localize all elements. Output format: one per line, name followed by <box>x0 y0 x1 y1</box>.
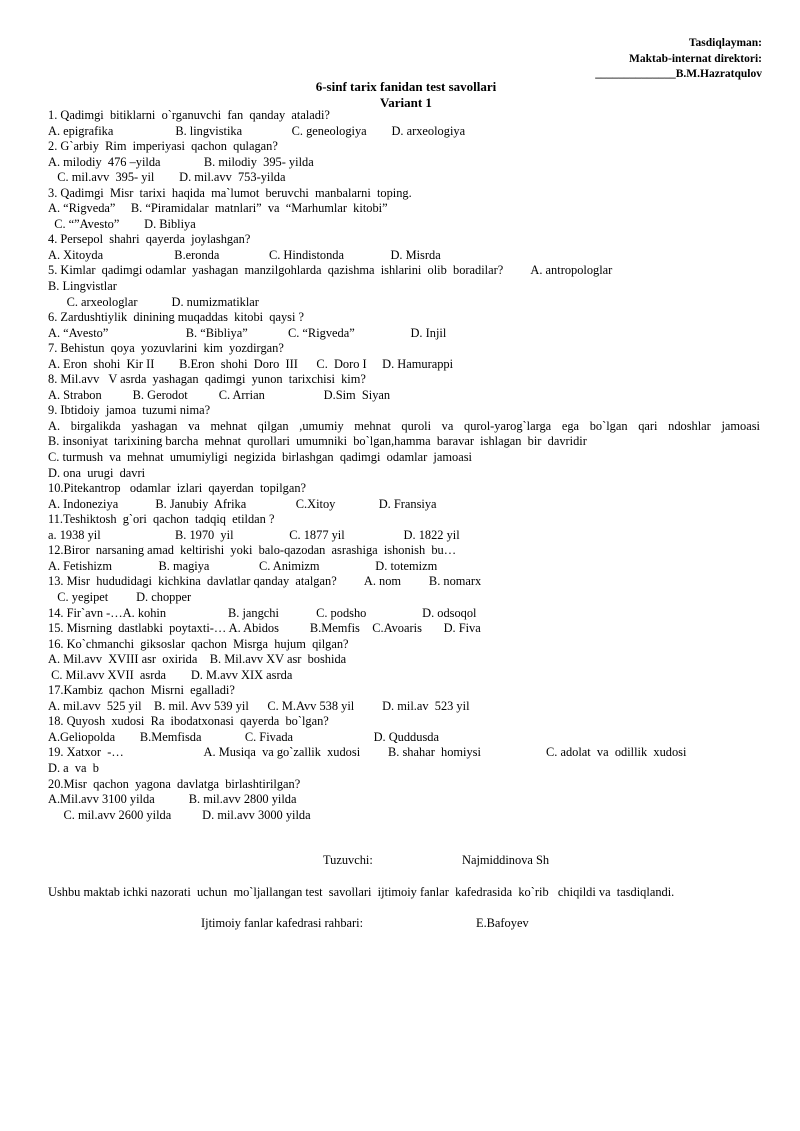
answer-line: A. milodiy 476 –yilda B. milodiy 395- yilda <box>48 154 314 169</box>
document-title: 6-sinf tarix fanidan test savollari <box>315 79 497 94</box>
question-line: 12.Biror narsaning amad keltirishi yoki balo-qazodan asrashiga ishonish bu… <box>48 543 457 558</box>
question-line: 4. Persepol shahri qayerda joylashgan? <box>48 232 251 247</box>
answer-line: A. epigrafika B. lingvistika C. geneologiya D. arxeologiya <box>48 123 466 138</box>
answer-line: a. 1938 yil B. 1970 yil C. 1877 yil D. 1822 yil <box>48 527 460 542</box>
question-line: 18. Quyosh xudosi Ra ibodatxonasi qayerda bo`lgan? <box>48 714 329 729</box>
answer-line: A. Indoneziya B. Janubiy Afrika C.Xitoy D. Fransiya <box>48 496 437 511</box>
answer-line: A. birgalikda yashagan va mehnat qilgan ,umumiy mehnat quroli va qurol-yarog`larga ega bo`lgan qari ndoshlar jamoasi <box>48 418 760 433</box>
answer-line: A. Eron shohi Kir II B.Eron shohi Doro III C. Doro I D. Hamurappi <box>48 356 454 371</box>
document-title-block <box>0 79 800 110</box>
question-line: 14. Fir`avn -…A. kohin B. jangchi C. podsho D. odsoqol <box>48 605 477 620</box>
answer-line: C. “”Avesto” D. Bibliya <box>48 216 196 231</box>
answer-line: C. mil.avv 395- yil D. mil.avv 753-yilda <box>48 170 286 185</box>
answer-line: C. arxeologlar D. numizmatiklar <box>48 294 259 309</box>
question-line: 8. Mil.avv V asrda yashagan qadimgi yunon tarixchisi kim? <box>48 372 366 387</box>
department-head-name: E.Bafoyev <box>476 916 529 930</box>
answer-line: D. a va b <box>48 760 99 775</box>
answer-line: A.Mil.avv 3100 yilda B. mil.avv 2800 yilda <box>48 792 297 807</box>
question-line: 6. Zardushtiylik dinining muqaddas kitobi qaysi ? <box>48 310 305 325</box>
question-line: 1. Qadimgi bitiklarni o`rganuvchi fan qanday ataladi? <box>48 108 330 122</box>
question-line: 20.Misr qachon yagona davlatga birlashtirilgan? <box>48 776 301 791</box>
variant-label: Variant 1 <box>380 94 432 110</box>
answer-line: C. Mil.avv XVII asrda D. M.avv XIX asrda <box>48 667 293 682</box>
answer-line: B. Lingvistlar <box>48 279 117 294</box>
question-line: 15. Misrning dastlabki poytaxti-… A. Abidos B.Memfis C.Avoaris D. Fiva <box>48 621 481 636</box>
director-label: Maktab-internat direktori: <box>629 52 762 65</box>
answer-line: C. turmush va mehnat umumiyligi negizida birlashgan qadimgi odamlar jamoasi <box>48 450 472 465</box>
question-line: 16. Ko`chmanchi giksoslar qachon Misrga hujum qilgan? <box>48 636 349 651</box>
answer-line: D. ona urugi davri <box>48 465 146 480</box>
question-line: 13. Misr hududidagi kichkina davlatlar qanday atalgan? A. nom B. nomarx <box>48 574 482 589</box>
question-line: 5. Kimlar qadimgi odamlar yashagan manzilgohlarda qazishma ishlarini olib boradilar? A. antropologlar <box>48 263 613 278</box>
answer-line: A. “Avesto” B. “Bibliya” C. “Rigveda” D. Injil <box>48 325 447 340</box>
question-line: 3. Qadimgi Misr tarixi haqida ma`lumot beruvchi manbalarni toping. <box>48 185 412 200</box>
answer-line: A. “Rigveda” B. “Piramidalar matnlari” va “Marhumlar kitobi” <box>48 201 388 216</box>
question-list <box>48 108 760 823</box>
director-signature: ______________B.M.Hazratqulov <box>595 68 762 80</box>
answer-line: A. Xitoyda B.eronda C. Hindistonda D. Misrda <box>48 247 441 262</box>
compiler-name: Najmiddinova Sh <box>462 853 550 867</box>
answer-line: C. mil.avv 2600 yilda D. mil.avv 3000 yilda <box>48 807 311 822</box>
approval-block <box>595 36 762 83</box>
department-head-label: Ijtimoiy fanlar kafedrasi rahbari: <box>201 916 364 930</box>
approval-label: Tasdiqlayman: <box>688 37 762 49</box>
answer-line: A. Strabon B. Gerodot C. Arrian D.Sim Siyan <box>48 387 391 402</box>
question-line: 10.Pitekantrop odamlar izlari qayerdan topilgan? <box>48 481 307 496</box>
answer-line: A.Geliopolda B.Memfisda C. Fivada D. Quddusda <box>48 729 439 744</box>
question-line: 7. Behistun qoya yozuvlarini kim yozdirgan? <box>48 341 284 356</box>
question-line: 17.Kambiz qachon Misrni egalladi? <box>48 683 235 698</box>
compiler-label: Tuzuvchi: <box>323 853 373 867</box>
answer-line: C. yegipet D. chopper <box>48 589 192 604</box>
answer-line: A. Mil.avv XVIII asr oxirida B. Mil.avv XV asr boshida <box>48 652 347 667</box>
question-line: 11.Teshiktosh g`ori qachon tadqiq etildan ? <box>48 512 275 527</box>
answer-line: A. mil.avv 525 yil B. mil. Avv 539 yil C. M.Avv 538 yil D. mil.av 523 yil <box>48 698 470 713</box>
question-line: 19. Xatxor -… A. Musiqa va go`zallik xudosi B. shahar homiysi C. adolat va odillik xudosi <box>48 745 687 760</box>
question-line: 9. Ibtidoiy jamoa tuzumi nima? <box>48 403 211 418</box>
answer-line: B. insoniyat tarixining barcha mehnat qurollari umumniki bo`lgan,hamma baravar ishlagan bir davridir <box>48 434 587 449</box>
approval-note: Ushbu maktab ichki nazorati uchun mo`ljallangan test savollari ijtimoiy fanlar kafedrasida ko`rib chiqildi va tasdiqlandi. <box>48 885 675 899</box>
question-line: 2. G`arbiy Rim imperiyasi qachon qulagan? <box>48 139 278 154</box>
answer-line: A. Fetishizm B. magiya C. Animizm D. totemizm <box>48 558 438 573</box>
